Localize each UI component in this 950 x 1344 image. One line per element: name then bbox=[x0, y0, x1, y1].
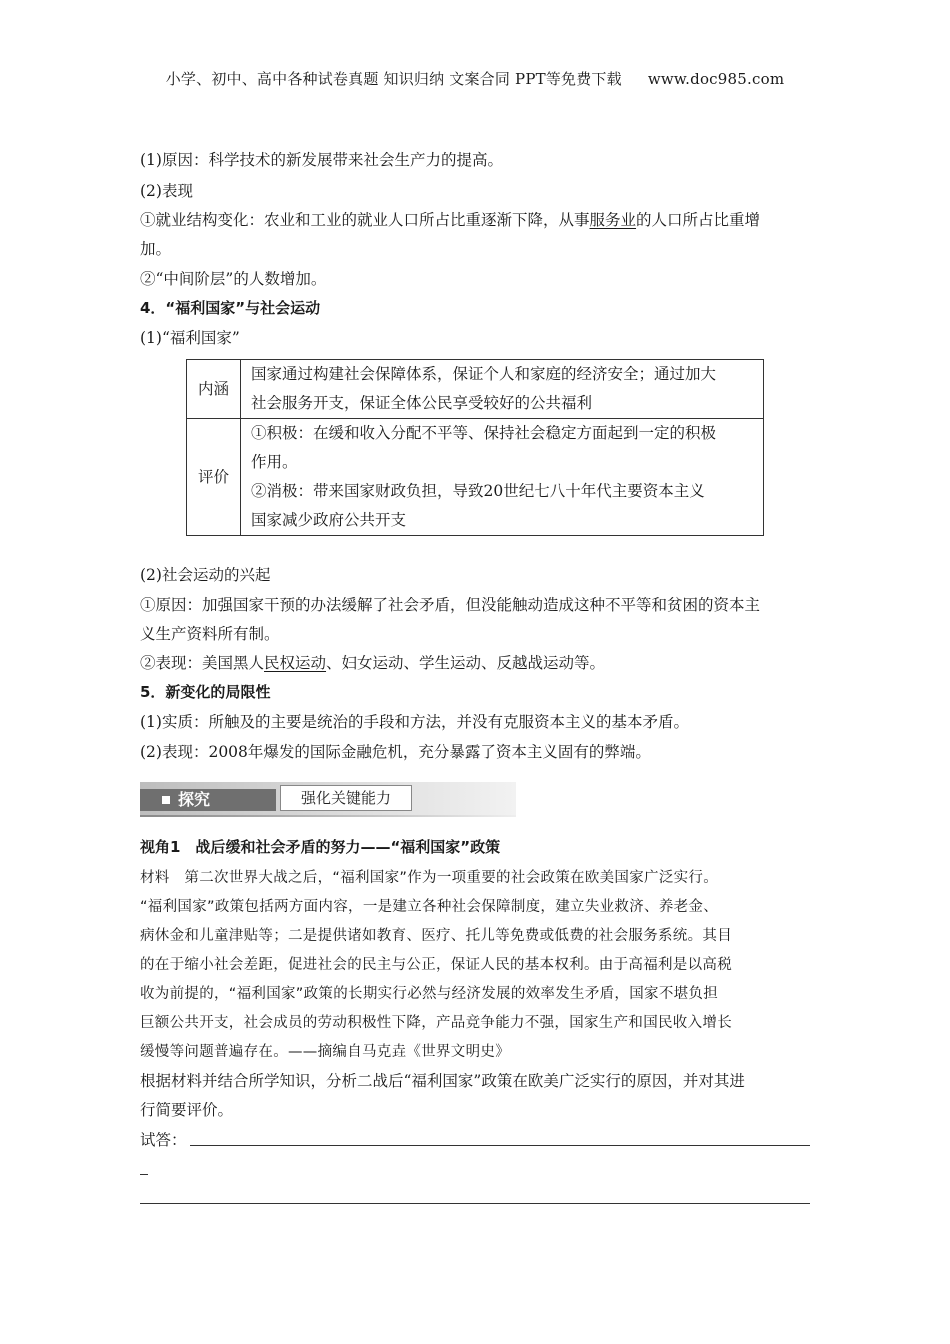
perspective-title: 视角1 战后缓和社会矛盾的努力——“福利国家”政策 bbox=[140, 838, 501, 856]
section3-point1 bbox=[140, 206, 820, 235]
section5-title: 5．新变化的局限性 bbox=[140, 683, 271, 701]
point1-underlined: 服务业 bbox=[589, 211, 637, 229]
section5-essence: (1)实质：所触及的主要是统治的手段和方法，并没有克服资本主义的基本矛盾。 bbox=[140, 713, 689, 731]
cell-line: ①积极：在缓和收入分配不平等、保持社会稳定方面起到一定的积极 bbox=[251, 424, 717, 442]
perf-underlined: 民权运动 bbox=[264, 654, 327, 672]
answer-line[interactable] bbox=[140, 1203, 810, 1204]
banner-subtitle: 强化关键能力 bbox=[280, 785, 412, 811]
material-line: 病休金和儿童津贴等；二是提供诸如教育、医疗、托儿等免费或低费的社会服务系统。其目 bbox=[140, 928, 732, 944]
material-line: 收为前提的，“福利国家”政策的长期实行必然与经济发展的效率发生矛盾，国家不堪负担 bbox=[140, 986, 719, 1002]
section4-performance bbox=[140, 649, 820, 678]
question-line: 根据材料并结合所学知识，分析二战后“福利国家”政策在欧美广泛实行的原因，并对其进 bbox=[140, 1072, 745, 1090]
perf-text-pre: ②表现：美国黑人 bbox=[140, 654, 265, 672]
table-label-connotation: 内涵 bbox=[187, 360, 241, 419]
section3-point2: ②“中间阶层”的人数增加。 bbox=[140, 270, 327, 288]
material-line: 材料 第二次世界大战之后，“福利国家”作为一项重要的社会政策在欧美国家广泛实行。 bbox=[140, 870, 719, 886]
material-line: “福利国家”政策包括两方面内容，一是建立各种社会保障制度，建立失业救济、养老金、 bbox=[140, 899, 719, 915]
table-row bbox=[187, 419, 764, 536]
square-bullet-icon bbox=[162, 796, 170, 804]
material-line: 缓慢等问题普遍存在。——摘编自马克垚《世界文明史》 bbox=[140, 1044, 510, 1060]
banner-explore bbox=[140, 789, 276, 811]
table-cell-evaluation bbox=[241, 419, 764, 536]
cell-line: 社会服务开支，保证全体公民享受较好的公共福利 bbox=[251, 394, 593, 412]
section4-cause-line2: 义生产资料所有制。 bbox=[140, 625, 280, 643]
section4-cause-line1: ①原因：加强国家干预的办法缓解了社会矛盾，但没能触动造成这种不平等和贫困的资本主 bbox=[140, 596, 761, 614]
table-cell-connotation bbox=[241, 360, 764, 419]
table-row bbox=[187, 360, 764, 419]
welfare-state-table bbox=[186, 359, 764, 536]
answer-line[interactable] bbox=[190, 1145, 810, 1146]
section3-point1-cont: 加。 bbox=[140, 240, 172, 258]
section4-sub2: (2)社会运动的兴起 bbox=[140, 566, 271, 584]
cell-line: 国家通过构建社会保障体系，保证个人和家庭的经济安全；通过加大 bbox=[251, 365, 717, 383]
question-line: 行简要评价。 bbox=[140, 1101, 234, 1119]
page-header bbox=[0, 68, 950, 89]
section4-sub1: (1)“福利国家” bbox=[140, 329, 240, 347]
section4-title: 4．“福利国家”与社会运动 bbox=[140, 299, 321, 317]
header-text: 小学、初中、高中各种试卷真题 知识归纳 文案合同 PPT等免费下载 bbox=[165, 70, 622, 88]
cell-line: 作用。 bbox=[251, 453, 298, 471]
perf-text-post: 、妇女运动、学生运动、反越战运动等。 bbox=[326, 654, 606, 672]
section3-performance-title: (2)表现 bbox=[140, 182, 193, 200]
answer-label: 试答： bbox=[140, 1131, 187, 1149]
banner-explore-label: 探究 bbox=[178, 790, 211, 809]
material-line: 巨额公共开支，社会成员的劳动积极性下降，产品竞争能力不强，国家生产和国民收入增长 bbox=[140, 1015, 732, 1031]
header-url[interactable]: www.doc985.com bbox=[647, 70, 785, 88]
explore-banner bbox=[140, 782, 516, 815]
table-label-evaluation: 评价 bbox=[187, 419, 241, 536]
answer-line-stub bbox=[140, 1174, 148, 1175]
section5-performance: (2)表现：2008年爆发的国际金融危机，充分暴露了资本主义固有的弊端。 bbox=[140, 743, 651, 761]
material-line: 的在于缩小社会差距，促进社会的民主与公正，保证人民的基本权利。由于高福利是以高税 bbox=[140, 957, 732, 973]
section3-cause: (1)原因：科学技术的新发展带来社会生产力的提高。 bbox=[140, 151, 503, 169]
banner-divider bbox=[140, 815, 516, 817]
point1-text-post: 的人口所占比重增 bbox=[636, 211, 761, 229]
cell-line: ②消极：带来国家财政负担，导致20世纪七八十年代主要资本主义 bbox=[251, 482, 705, 500]
point1-text-pre: ①就业结构变化：农业和工业的就业人口所占比重逐渐下降，从事 bbox=[140, 211, 590, 229]
cell-line: 国家减少政府公共开支 bbox=[251, 511, 407, 529]
